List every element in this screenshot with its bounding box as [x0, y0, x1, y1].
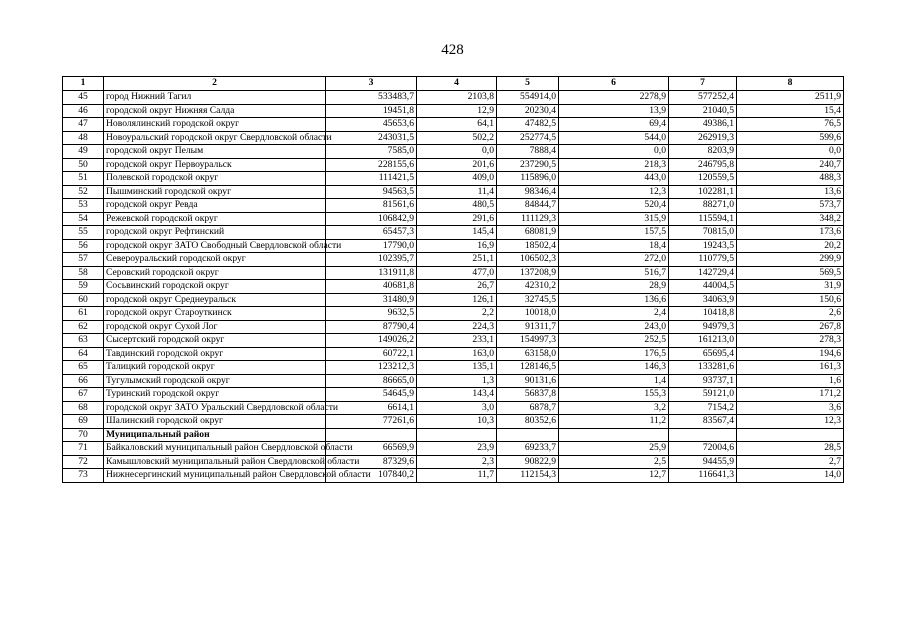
municipality-name-cell: городской округ Первоуральск: [104, 158, 326, 172]
municipality-name-cell: городской округ Староуткинск: [104, 307, 326, 321]
value-cell: 146,3: [559, 361, 669, 375]
value-cell: 34063,9: [669, 293, 737, 307]
value-cell: [417, 428, 497, 442]
row-number-cell: 45: [63, 91, 104, 105]
value-cell: 123212,3: [326, 361, 417, 375]
table-row: [63, 145, 844, 159]
row-number-cell: 66: [63, 374, 104, 388]
value-cell: 3,6: [737, 401, 844, 415]
value-cell: 11,7: [417, 469, 497, 483]
value-cell: 21040,5: [669, 104, 737, 118]
row-number-cell: 69: [63, 415, 104, 429]
value-cell: 20,2: [737, 239, 844, 253]
value-cell: [559, 428, 669, 442]
row-number-cell: 60: [63, 293, 104, 307]
header-cell: 4: [417, 77, 497, 91]
municipality-name-cell: городской округ Рефтинский: [104, 226, 326, 240]
municipality-name-cell: Нижнесергинский муниципальный район Свердловской области: [104, 469, 326, 483]
value-cell: 142729,4: [669, 266, 737, 280]
value-cell: 161,3: [737, 361, 844, 375]
table-row: [63, 199, 844, 213]
municipality-name-cell: Сысертский городской округ: [104, 334, 326, 348]
row-number-cell: 61: [63, 307, 104, 321]
value-cell: 2,6: [737, 307, 844, 321]
value-cell: 1,3: [417, 374, 497, 388]
value-cell: 18,4: [559, 239, 669, 253]
table-row: [63, 455, 844, 469]
value-cell: 69233,7: [497, 442, 559, 456]
header-cell: 7: [669, 77, 737, 91]
value-cell: 569,5: [737, 266, 844, 280]
row-number-cell: 54: [63, 212, 104, 226]
value-cell: 133281,6: [669, 361, 737, 375]
table-row: [63, 469, 844, 483]
value-cell: 15,4: [737, 104, 844, 118]
value-cell: 145,4: [417, 226, 497, 240]
value-cell: 2,7: [737, 455, 844, 469]
value-cell: 10,3: [417, 415, 497, 429]
municipality-name-cell: Сосьвинский городской округ: [104, 280, 326, 294]
value-cell: 90822,9: [497, 455, 559, 469]
value-cell: 16,9: [417, 239, 497, 253]
value-cell: 111421,5: [326, 172, 417, 186]
value-cell: 88271,0: [669, 199, 737, 213]
municipality-name-cell: Камышловский муниципальный район Свердловской области: [104, 455, 326, 469]
value-cell: 252,5: [559, 334, 669, 348]
row-number-cell: 65: [63, 361, 104, 375]
value-cell: 84844,7: [497, 199, 559, 213]
row-number-cell: 73: [63, 469, 104, 483]
value-cell: 31,9: [737, 280, 844, 294]
value-cell: 137208,9: [497, 266, 559, 280]
value-cell: 83567,4: [669, 415, 737, 429]
page-number: 428: [441, 42, 464, 58]
value-cell: 171,2: [737, 388, 844, 402]
value-cell: 45653,6: [326, 118, 417, 132]
table-row: [63, 334, 844, 348]
value-cell: 1,6: [737, 374, 844, 388]
value-cell: 25,9: [559, 442, 669, 456]
value-cell: 98346,4: [497, 185, 559, 199]
value-cell: 228155,6: [326, 158, 417, 172]
value-cell: 533483,7: [326, 91, 417, 105]
value-cell: 31480,9: [326, 293, 417, 307]
value-cell: 54645,9: [326, 388, 417, 402]
header-cell: 1: [63, 77, 104, 91]
value-cell: 32745,5: [497, 293, 559, 307]
municipality-name-cell: Муниципальный район: [104, 428, 326, 442]
value-cell: 56837,8: [497, 388, 559, 402]
value-cell: 224,3: [417, 320, 497, 334]
row-number-cell: 51: [63, 172, 104, 186]
value-cell: 262919,3: [669, 131, 737, 145]
value-cell: 86665,0: [326, 374, 417, 388]
row-number-cell: 59: [63, 280, 104, 294]
value-cell: 91311,7: [497, 320, 559, 334]
value-cell: 278,3: [737, 334, 844, 348]
value-cell: 520,4: [559, 199, 669, 213]
value-cell: 13,9: [559, 104, 669, 118]
table-row: [63, 91, 844, 105]
value-cell: 60722,1: [326, 347, 417, 361]
table-row: [63, 401, 844, 415]
value-cell: 3,2: [559, 401, 669, 415]
value-cell: 28,5: [737, 442, 844, 456]
value-cell: 49386,1: [669, 118, 737, 132]
row-number-cell: 56: [63, 239, 104, 253]
value-cell: 315,9: [559, 212, 669, 226]
value-cell: 94455,9: [669, 455, 737, 469]
table-body: [63, 91, 844, 483]
value-cell: 47482,5: [497, 118, 559, 132]
value-cell: 272,0: [559, 253, 669, 267]
value-cell: [669, 428, 737, 442]
value-cell: 2511,9: [737, 91, 844, 105]
table-row: [63, 320, 844, 334]
value-cell: 6614,1: [326, 401, 417, 415]
value-cell: 116641,3: [669, 469, 737, 483]
value-cell: 2278,9: [559, 91, 669, 105]
value-cell: 243031,5: [326, 131, 417, 145]
value-cell: 112154,3: [497, 469, 559, 483]
value-cell: 18502,4: [497, 239, 559, 253]
value-cell: 66569,9: [326, 442, 417, 456]
value-cell: 19243,5: [669, 239, 737, 253]
value-cell: 126,1: [417, 293, 497, 307]
row-number-cell: 72: [63, 455, 104, 469]
municipality-name-cell: городской округ ЗАТО Свободный Свердловской области: [104, 239, 326, 253]
value-cell: 143,4: [417, 388, 497, 402]
value-cell: 12,3: [559, 185, 669, 199]
value-cell: 409,0: [417, 172, 497, 186]
value-cell: 0,0: [417, 145, 497, 159]
value-cell: 23,9: [417, 442, 497, 456]
municipality-name-cell: Тавдинский городской округ: [104, 347, 326, 361]
value-cell: 87329,6: [326, 455, 417, 469]
data-table: [62, 76, 844, 483]
value-cell: 9632,5: [326, 307, 417, 321]
table-row: [63, 158, 844, 172]
value-cell: 77261,6: [326, 415, 417, 429]
value-cell: 176,5: [559, 347, 669, 361]
value-cell: 110779,5: [669, 253, 737, 267]
value-cell: 26,7: [417, 280, 497, 294]
value-cell: 233,1: [417, 334, 497, 348]
value-cell: 7585,0: [326, 145, 417, 159]
value-cell: 2,3: [417, 455, 497, 469]
value-cell: 477,0: [417, 266, 497, 280]
table-row: [63, 442, 844, 456]
row-number-cell: 47: [63, 118, 104, 132]
value-cell: 59121,0: [669, 388, 737, 402]
value-cell: 63158,0: [497, 347, 559, 361]
header-cell: 8: [737, 77, 844, 91]
value-cell: 17790,0: [326, 239, 417, 253]
value-cell: 1,4: [559, 374, 669, 388]
municipality-name-cell: Байкаловский муниципальный район Свердловской области: [104, 442, 326, 456]
municipality-name-cell: город Нижний Тагил: [104, 91, 326, 105]
value-cell: 13,6: [737, 185, 844, 199]
table-row: [63, 307, 844, 321]
row-number-cell: 67: [63, 388, 104, 402]
table-row: [63, 388, 844, 402]
value-cell: 252774,5: [497, 131, 559, 145]
municipality-name-cell: Шалинский городской округ: [104, 415, 326, 429]
value-cell: 2,4: [559, 307, 669, 321]
row-number-cell: 57: [63, 253, 104, 267]
table-row: [63, 185, 844, 199]
municipality-name-cell: Пышминский городской округ: [104, 185, 326, 199]
row-number-cell: 64: [63, 347, 104, 361]
municipality-name-cell: городской округ ЗАТО Уральский Свердловской области: [104, 401, 326, 415]
table-row: [63, 253, 844, 267]
municipality-name-cell: Серовский городской округ: [104, 266, 326, 280]
value-cell: [737, 428, 844, 442]
table-row: [63, 131, 844, 145]
value-cell: 102395,7: [326, 253, 417, 267]
municipality-name-cell: Талицкий городской округ: [104, 361, 326, 375]
value-cell: 155,3: [559, 388, 669, 402]
value-cell: 154997,3: [497, 334, 559, 348]
value-cell: 163,0: [417, 347, 497, 361]
table-row: [63, 118, 844, 132]
value-cell: 65457,3: [326, 226, 417, 240]
value-cell: 106842,9: [326, 212, 417, 226]
table-row: [63, 374, 844, 388]
row-number-cell: 55: [63, 226, 104, 240]
municipality-name-cell: Новоуральский городской округ Свердловской области: [104, 131, 326, 145]
row-number-cell: 53: [63, 199, 104, 213]
value-cell: 554914,0: [497, 91, 559, 105]
value-cell: 488,3: [737, 172, 844, 186]
table-row: [63, 293, 844, 307]
value-cell: 149026,2: [326, 334, 417, 348]
value-cell: 201,6: [417, 158, 497, 172]
municipality-name-cell: Режевской городской округ: [104, 212, 326, 226]
row-number-cell: 70: [63, 428, 104, 442]
municipality-name-cell: городской округ Нижняя Салда: [104, 104, 326, 118]
value-cell: 12,9: [417, 104, 497, 118]
value-cell: 70815,0: [669, 226, 737, 240]
value-cell: 291,6: [417, 212, 497, 226]
value-cell: 135,1: [417, 361, 497, 375]
value-cell: 161213,0: [669, 334, 737, 348]
value-cell: 7154,2: [669, 401, 737, 415]
value-cell: 44004,5: [669, 280, 737, 294]
value-cell: 480,5: [417, 199, 497, 213]
value-cell: 2103,8: [417, 91, 497, 105]
value-cell: 243,0: [559, 320, 669, 334]
value-cell: 3,0: [417, 401, 497, 415]
table-row: [63, 212, 844, 226]
value-cell: 2,5: [559, 455, 669, 469]
value-cell: 87790,4: [326, 320, 417, 334]
row-number-cell: 49: [63, 145, 104, 159]
municipality-name-cell: городской округ Ревда: [104, 199, 326, 213]
municipality-name-cell: Тугулымский городской округ: [104, 374, 326, 388]
header-cell: 6: [559, 77, 669, 91]
value-cell: 237290,5: [497, 158, 559, 172]
value-cell: 12,3: [737, 415, 844, 429]
row-number-cell: 71: [63, 442, 104, 456]
value-cell: 90131,6: [497, 374, 559, 388]
value-cell: 115594,1: [669, 212, 737, 226]
value-cell: 94563,5: [326, 185, 417, 199]
row-number-cell: 58: [63, 266, 104, 280]
table-row: [63, 415, 844, 429]
table-row: [63, 226, 844, 240]
value-cell: 94979,3: [669, 320, 737, 334]
value-cell: 20230,4: [497, 104, 559, 118]
value-cell: 10418,8: [669, 307, 737, 321]
row-number-cell: 68: [63, 401, 104, 415]
value-cell: 2,2: [417, 307, 497, 321]
value-cell: 599,6: [737, 131, 844, 145]
row-number-cell: 48: [63, 131, 104, 145]
value-cell: 194,6: [737, 347, 844, 361]
value-cell: 246795,8: [669, 158, 737, 172]
municipality-name-cell: городской округ Пелым: [104, 145, 326, 159]
value-cell: 267,8: [737, 320, 844, 334]
value-cell: 72004,6: [669, 442, 737, 456]
table-row: [63, 172, 844, 186]
value-cell: 42310,2: [497, 280, 559, 294]
value-cell: 128146,5: [497, 361, 559, 375]
header-cell: 5: [497, 77, 559, 91]
value-cell: 0,0: [559, 145, 669, 159]
header-cell: 3: [326, 77, 417, 91]
value-cell: [497, 428, 559, 442]
table-row: [63, 266, 844, 280]
value-cell: 19451,8: [326, 104, 417, 118]
header-cell: 2: [104, 77, 326, 91]
municipality-name-cell: Новолялинский городской округ: [104, 118, 326, 132]
value-cell: 573,7: [737, 199, 844, 213]
row-number-cell: 50: [63, 158, 104, 172]
value-cell: 218,3: [559, 158, 669, 172]
value-cell: 14,0: [737, 469, 844, 483]
value-cell: 157,5: [559, 226, 669, 240]
municipality-name-cell: Полевской городской округ: [104, 172, 326, 186]
municipality-name-cell: Североуральский городской округ: [104, 253, 326, 267]
table-row: [63, 347, 844, 361]
table-row: [63, 239, 844, 253]
value-cell: 136,6: [559, 293, 669, 307]
municipality-name-cell: Туринский городской округ: [104, 388, 326, 402]
value-cell: 251,1: [417, 253, 497, 267]
row-number-cell: 46: [63, 104, 104, 118]
value-cell: 0,0: [737, 145, 844, 159]
row-number-cell: 52: [63, 185, 104, 199]
value-cell: 11,2: [559, 415, 669, 429]
value-cell: 577252,4: [669, 91, 737, 105]
value-cell: 12,7: [559, 469, 669, 483]
table-row: [63, 104, 844, 118]
value-cell: 120559,5: [669, 172, 737, 186]
value-cell: 502,2: [417, 131, 497, 145]
value-cell: 81561,6: [326, 199, 417, 213]
value-cell: [326, 428, 417, 442]
value-cell: 443,0: [559, 172, 669, 186]
row-number-cell: 62: [63, 320, 104, 334]
value-cell: 111129,3: [497, 212, 559, 226]
value-cell: 544,0: [559, 131, 669, 145]
row-number-cell: 63: [63, 334, 104, 348]
value-cell: 150,6: [737, 293, 844, 307]
value-cell: 68081,9: [497, 226, 559, 240]
value-cell: 10018,0: [497, 307, 559, 321]
value-cell: 69,4: [559, 118, 669, 132]
value-cell: 76,5: [737, 118, 844, 132]
header-row: [63, 77, 844, 91]
value-cell: 80352,6: [497, 415, 559, 429]
table-row: [63, 428, 844, 442]
value-cell: 65695,4: [669, 347, 737, 361]
value-cell: 115896,0: [497, 172, 559, 186]
municipality-name-cell: городской округ Среднеуральск: [104, 293, 326, 307]
table-row: [63, 361, 844, 375]
value-cell: 64,1: [417, 118, 497, 132]
value-cell: 8203,9: [669, 145, 737, 159]
value-cell: 40681,8: [326, 280, 417, 294]
table-row: [63, 280, 844, 294]
value-cell: 7888,4: [497, 145, 559, 159]
value-cell: 299,9: [737, 253, 844, 267]
value-cell: 11,4: [417, 185, 497, 199]
value-cell: 240,7: [737, 158, 844, 172]
value-cell: 107840,2: [326, 469, 417, 483]
value-cell: 6878,7: [497, 401, 559, 415]
value-cell: 173,6: [737, 226, 844, 240]
value-cell: 102281,1: [669, 185, 737, 199]
value-cell: 93737,1: [669, 374, 737, 388]
value-cell: 106502,3: [497, 253, 559, 267]
municipality-name-cell: городской округ Сухой Лог: [104, 320, 326, 334]
value-cell: 348,2: [737, 212, 844, 226]
value-cell: 28,9: [559, 280, 669, 294]
value-cell: 516,7: [559, 266, 669, 280]
value-cell: 131911,8: [326, 266, 417, 280]
